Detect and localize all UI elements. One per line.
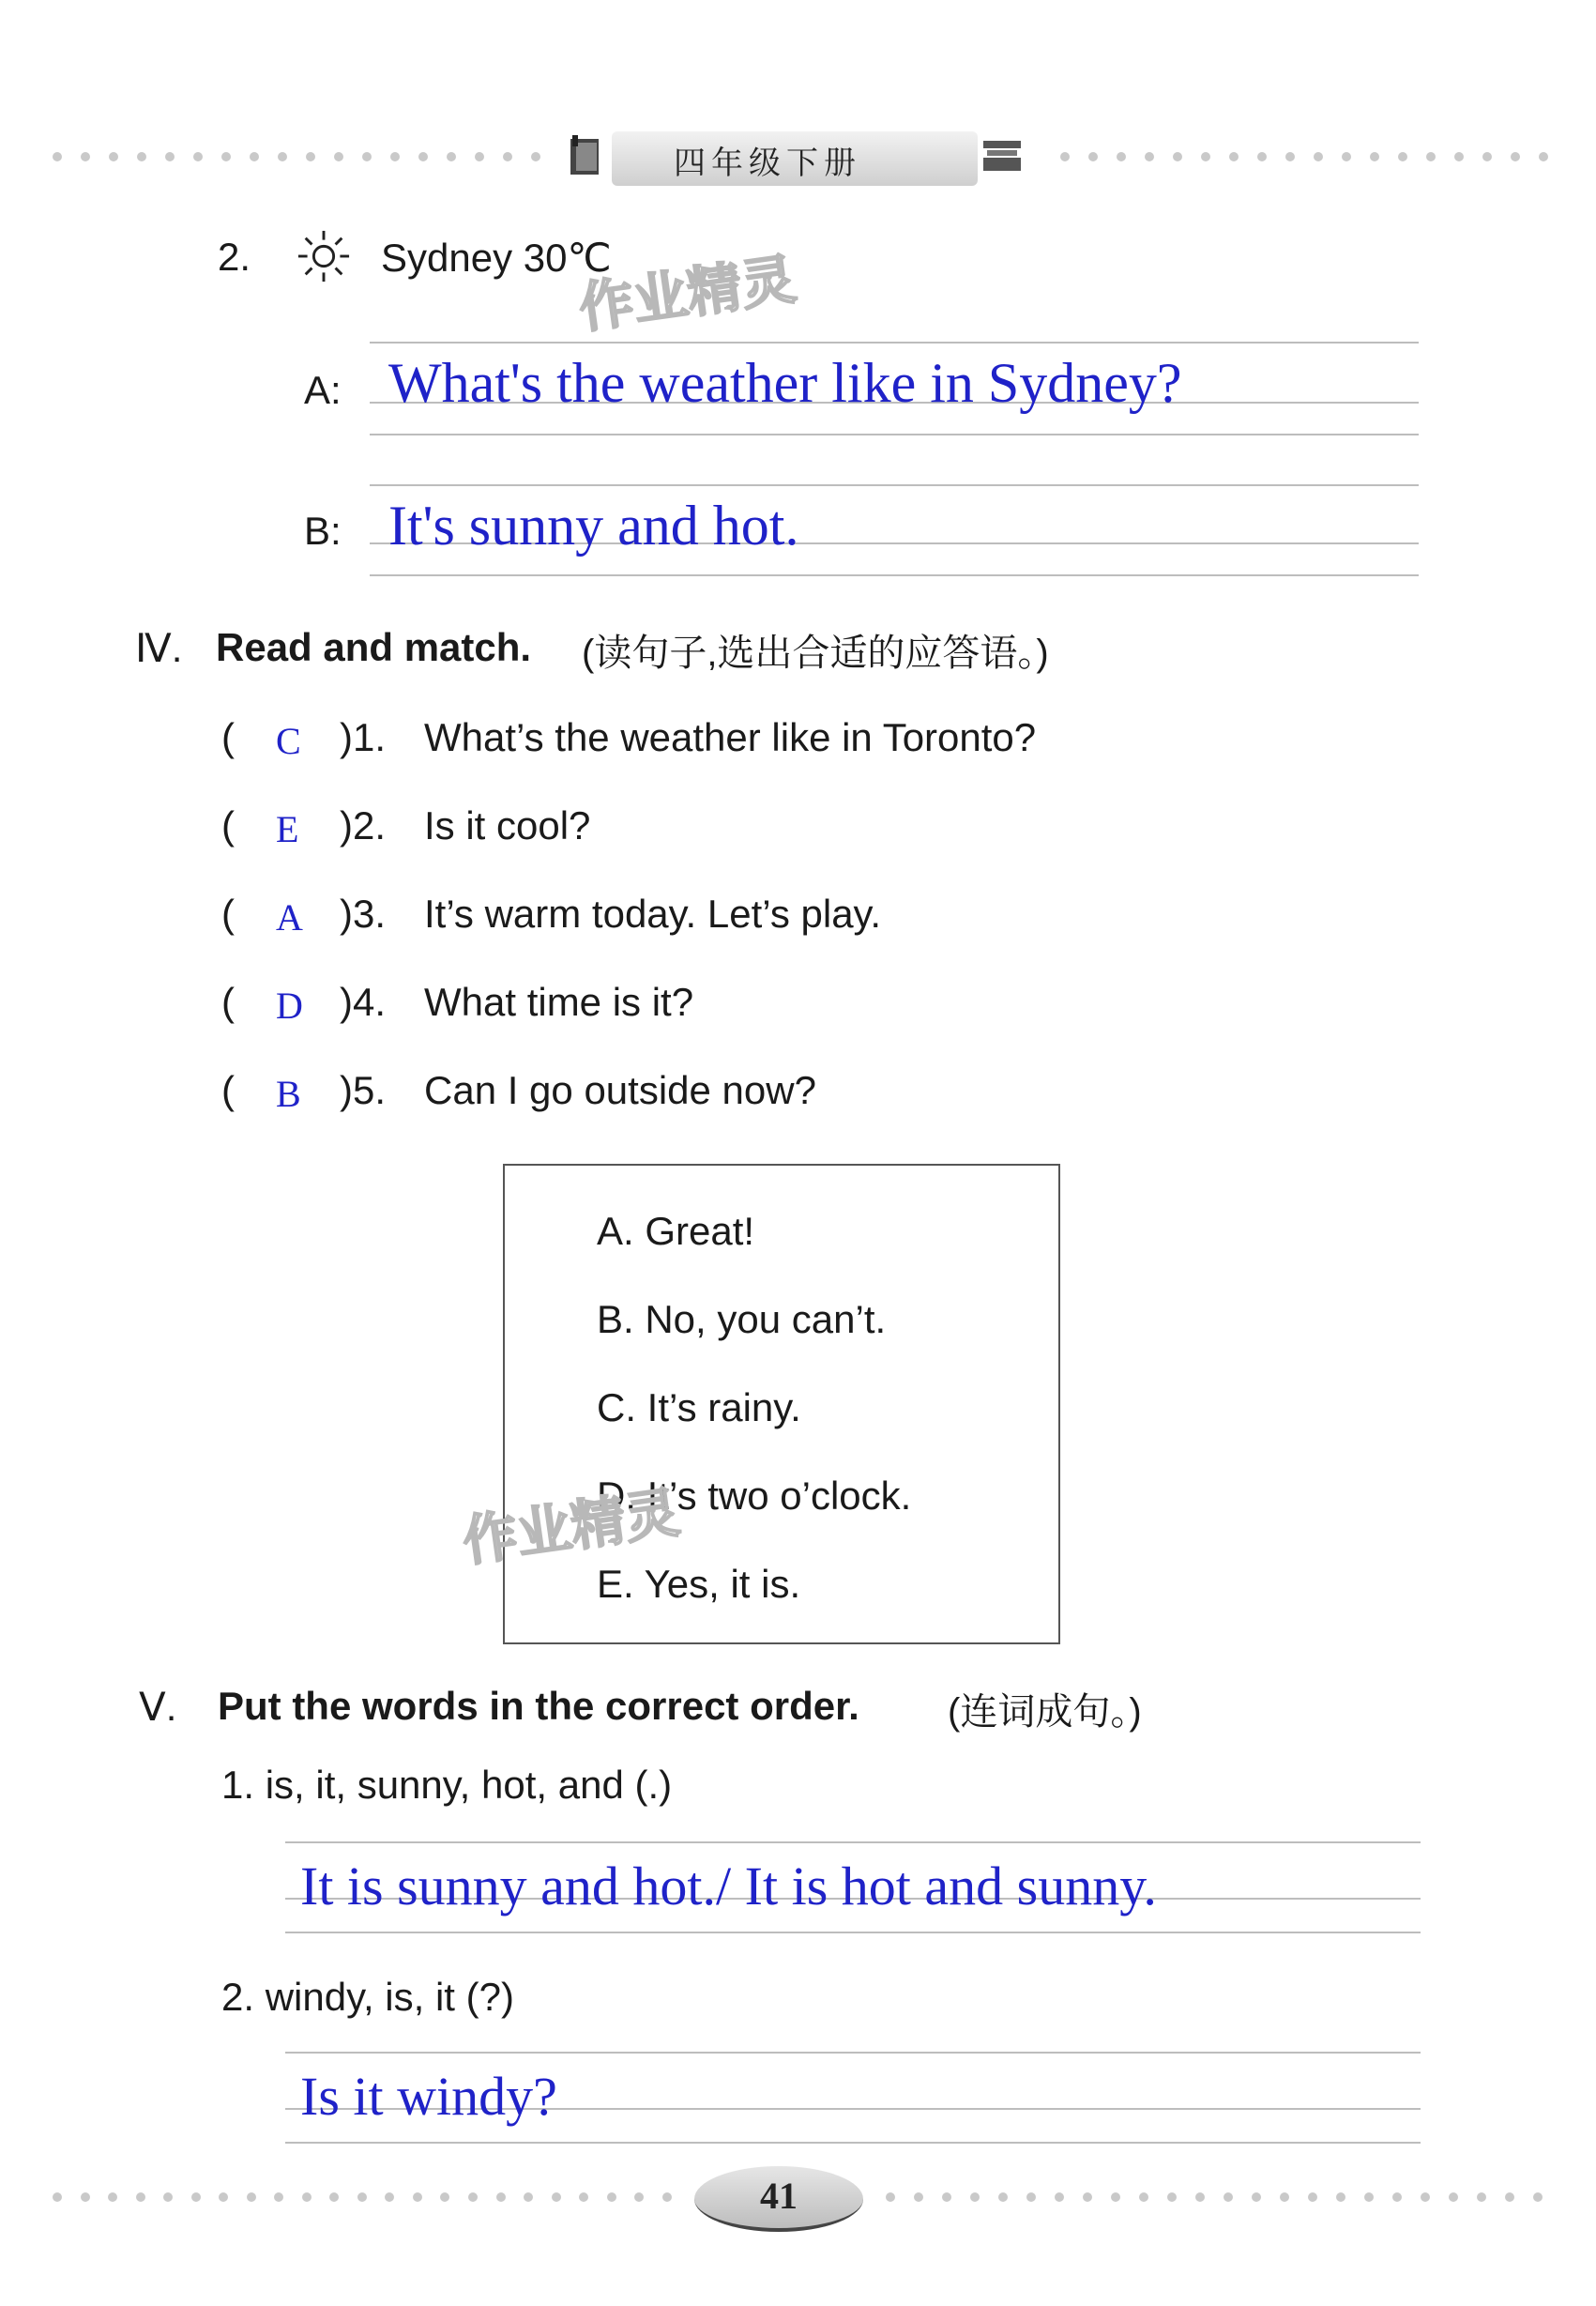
match-answer: B (276, 1073, 301, 1115)
open-paren: ( (221, 892, 235, 936)
writing-line (285, 1841, 1421, 1843)
writing-line (370, 342, 1419, 344)
option-item: A. Great! (597, 1209, 755, 1253)
order-answer: It is sunny and hot./ It is hot and sunny. (300, 1855, 1157, 1917)
match-question-number: )1. (340, 715, 387, 759)
match-answer: C (276, 720, 301, 762)
match-question-number: )3. (340, 892, 387, 936)
order-prompt: 1. is, it, sunny, hot, and (.) (221, 1763, 673, 1807)
match-answer: A (276, 896, 303, 939)
order-answer: Is it windy? (300, 2066, 557, 2127)
open-paren: ( (221, 803, 235, 848)
section4-title: Read and match. (216, 625, 532, 669)
open-paren: ( (221, 1068, 235, 1112)
section4-title-cn: (读句子,选出合适的应答语。) (582, 633, 1049, 674)
option-item: B. No, you can’t. (597, 1297, 887, 1341)
header-dots-left (53, 150, 540, 163)
section5-title: Put the words in the correct order. (218, 1684, 859, 1728)
match-question-number: )4. (340, 980, 387, 1024)
footer-dots-left (53, 2191, 672, 2204)
order-prompt: 2. windy, is, it (?) (221, 1975, 514, 2019)
match-answer: E (276, 808, 299, 850)
option-item: C. It’s rainy. (597, 1385, 801, 1429)
match-question-text: Is it cool? (424, 803, 591, 848)
footer-dots-right (886, 2191, 1543, 2204)
watermark: 作业精灵 (575, 249, 800, 340)
writing-line (370, 434, 1419, 435)
sun-icon (296, 229, 351, 283)
match-question-number: )2. (340, 803, 387, 848)
match-question-text: It’s warm today. Let’s play. (424, 892, 882, 936)
match-question-text: What’s the weather like in Toronto? (424, 715, 1037, 759)
building-icon (981, 139, 1023, 173)
answer-a: What's the weather like in Sydney? (388, 352, 1182, 414)
match-question-text: Can I go outside now? (424, 1068, 816, 1112)
option-item: D. It’s two o’clock. (597, 1474, 912, 1518)
dialogue-label-a: A: (304, 368, 342, 412)
weather-item-number: 2. (218, 235, 251, 279)
writing-line (285, 2142, 1421, 2144)
dialogue-label-b: B: (304, 509, 342, 553)
header-title: 四年级下册 (674, 145, 861, 181)
open-paren: ( (221, 715, 235, 759)
weather-item-text: Sydney 30℃ (381, 236, 612, 280)
option-item: E. Yes, it is. (597, 1562, 801, 1606)
answer-b: It's sunny and hot. (388, 495, 799, 557)
book-icon (569, 135, 602, 176)
options-box (503, 1164, 1060, 1644)
match-question-number: )5. (340, 1068, 387, 1112)
section4-numeral: Ⅳ. (135, 626, 183, 670)
writing-line (285, 1932, 1421, 1933)
open-paren: ( (221, 980, 235, 1024)
match-answer: D (276, 985, 303, 1027)
page-number-badge (694, 2166, 863, 2228)
section5-title-cn: (连词成句。) (948, 1691, 1142, 1733)
page-number: 41 (760, 2175, 798, 2217)
writing-line (370, 574, 1419, 576)
section5-numeral: Ⅴ. (139, 1685, 177, 1729)
header-dots-right (1060, 150, 1548, 163)
writing-line (370, 484, 1419, 486)
writing-line (285, 2052, 1421, 2054)
match-question-text: What time is it? (424, 980, 694, 1024)
watermark: 作业精灵 (459, 1482, 684, 1573)
